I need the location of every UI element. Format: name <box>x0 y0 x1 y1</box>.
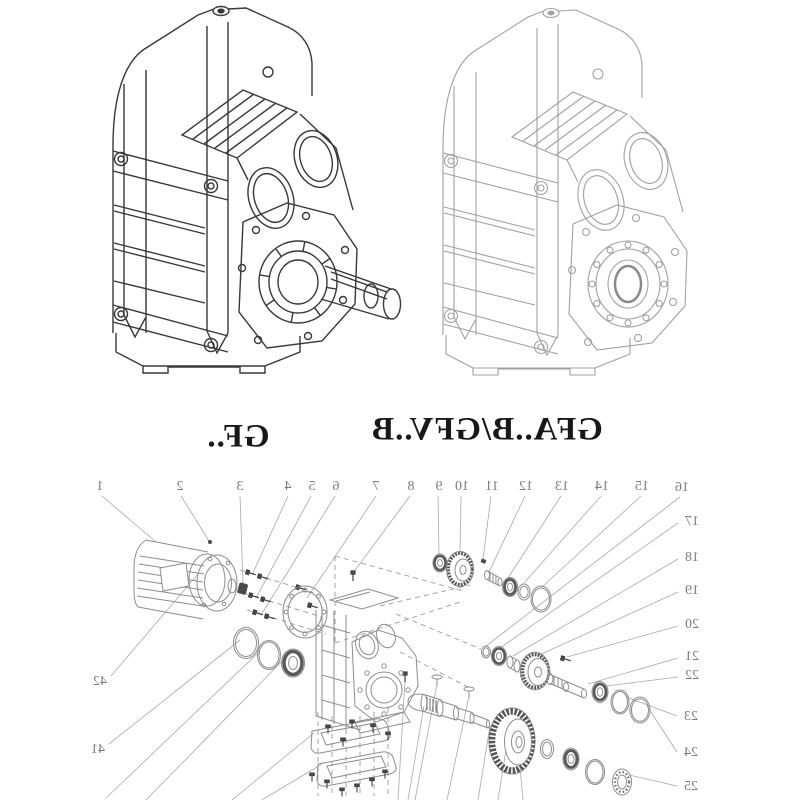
part-label-22: 22 <box>685 668 699 683</box>
part-label-8: 8 <box>407 479 415 494</box>
pinion-shaft <box>485 571 503 587</box>
part-label-12: 12 <box>519 479 533 494</box>
gaskets-and-bolts <box>310 719 396 797</box>
part-label-23: 23 <box>684 709 698 724</box>
part-label-14: 14 <box>595 479 609 494</box>
caption-right-model: GFA..B/GFV..B <box>371 411 603 448</box>
gearbox-drawing-hollow-shaft <box>443 9 687 376</box>
shaft-key <box>237 582 249 595</box>
part-label-5: 5 <box>308 479 316 494</box>
part-label-16: 16 <box>675 480 689 495</box>
part-label-25: 25 <box>684 779 698 794</box>
output-shaft-exploded <box>547 674 587 699</box>
part-label-11: 11 <box>485 479 499 494</box>
part-label-2: 2 <box>176 479 184 494</box>
part-label-17: 17 <box>685 514 699 529</box>
part-label-15: 15 <box>635 479 649 494</box>
terminal-box <box>160 563 189 591</box>
gearbox-drawing-solid-shaft <box>113 7 401 374</box>
oil-plug-icon <box>548 11 554 15</box>
part-label-41: 41 <box>91 742 105 757</box>
part-label-7: 7 <box>372 479 380 494</box>
output-bearing-retainer <box>259 241 337 323</box>
part-label-1: 1 <box>96 479 104 494</box>
part-label-13: 13 <box>555 479 569 494</box>
spacer <box>507 656 520 672</box>
part-label-4: 4 <box>284 479 292 494</box>
part-label-21: 21 <box>685 649 699 664</box>
part-label-20: 20 <box>685 617 699 632</box>
oil-plug-icon <box>218 9 224 13</box>
output-shaft <box>321 266 401 319</box>
caption-left-model: GF.. <box>206 418 270 455</box>
bull-gear <box>489 708 535 774</box>
part-label-24: 24 <box>684 745 698 760</box>
part-label-19: 19 <box>685 583 699 598</box>
gear-housing <box>316 589 418 733</box>
part-label-18: 18 <box>685 550 699 565</box>
part-label-6: 6 <box>332 479 340 494</box>
motor-drawing <box>134 540 248 619</box>
hollow-shaft-bearing-face <box>588 241 668 327</box>
part-label-42: 42 <box>93 674 107 689</box>
roller-bearing <box>613 769 632 795</box>
part-label-3: 3 <box>236 479 244 494</box>
input-shaft-parts <box>408 675 632 795</box>
exploded-view <box>102 496 680 800</box>
part-label-9: 9 <box>435 479 443 494</box>
input-pinion-shaft <box>408 694 490 728</box>
intermediate-shaft-parts <box>433 552 551 613</box>
part-label-10: 10 <box>455 479 469 494</box>
